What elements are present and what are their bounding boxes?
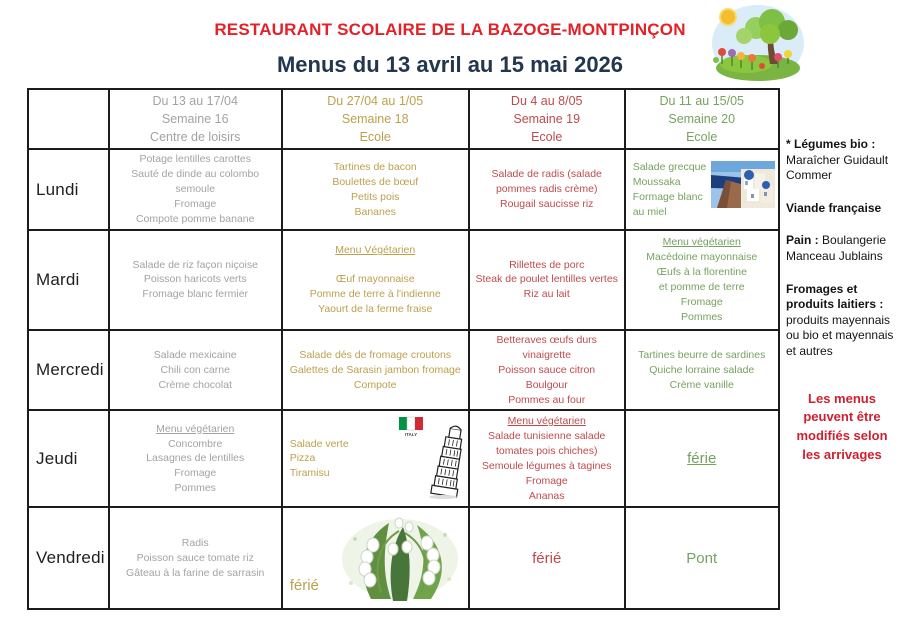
menu-cell — [469, 230, 625, 330]
sidebar-notes — [786, 137, 898, 465]
menu-cell-text — [473, 167, 621, 212]
menu-item: Tartines beurre de sardines — [638, 348, 766, 361]
day-label: Jeudi — [28, 410, 109, 507]
menu-item: Yaourt de la ferme fraise — [318, 302, 433, 315]
menu-item: Fromage — [174, 467, 217, 480]
menu-item: Semoule légumes à tagines — [481, 459, 612, 472]
menu-cell-text — [286, 348, 465, 393]
menu-cell-text — [629, 348, 775, 393]
menu-table-body — [28, 89, 779, 609]
week-header-line: Centre de loisirs — [150, 130, 241, 145]
menu-cell-text — [113, 258, 278, 303]
menu-cell-text — [473, 414, 621, 503]
menu-item: Fromage — [174, 198, 217, 211]
menu-item: Betteraves œufs durs vinaigrette — [496, 333, 597, 361]
menu-cell-text — [113, 536, 278, 581]
holiday-label: férié — [289, 577, 319, 595]
menu-cell — [282, 230, 469, 330]
menu-item: Gâteau à la farine de sarrasin — [126, 566, 265, 579]
menu-item: Riz au lait — [523, 288, 570, 301]
menu-item: semoule — [175, 183, 216, 196]
vegetarian-menu-heading: Menu Végétarien — [335, 244, 416, 257]
menu-item: Chili con carne — [160, 363, 230, 376]
menu-item: et pomme de terre — [658, 280, 745, 293]
note-legumes-bio — [786, 137, 898, 184]
week-header-line: Semaine 19 — [513, 112, 581, 127]
note-fromages — [786, 282, 898, 360]
menu-item: Fromage — [525, 474, 568, 487]
svg-text:ITALY: ITALY — [404, 432, 417, 438]
menu-item: Concombre — [168, 437, 223, 450]
menu-cell — [109, 410, 282, 507]
menu-cell — [282, 149, 469, 230]
menu-item: Poisson sauce tomate riz — [136, 551, 254, 564]
menu-cell-text — [286, 243, 465, 317]
menu-cell-text — [629, 235, 775, 324]
muguet-illustration — [337, 509, 463, 606]
holiday-label: férié — [532, 549, 562, 567]
week-header-3 — [469, 89, 625, 149]
menu-item: Salade grecque — [632, 160, 707, 173]
holiday-label: Pont — [686, 549, 718, 567]
menu-cell — [625, 230, 779, 330]
menu-item: Boulgour — [525, 378, 568, 391]
menu-item: Crème vanille — [669, 378, 734, 391]
menu-cell — [469, 410, 625, 507]
week-header-line: Ecole — [359, 130, 391, 145]
menu-item: Quiche lorraine salade — [649, 363, 755, 376]
menu-row-vendredi — [28, 507, 779, 609]
vegetarian-menu-heading: Menu végétarien — [156, 422, 235, 435]
menu-cell — [469, 507, 625, 609]
menu-item: Compote — [353, 378, 397, 391]
menu-cell-text — [629, 448, 775, 469]
vegetarian-menu-heading: Menu végétarien — [507, 415, 586, 428]
holiday-label: férie — [687, 450, 717, 468]
menu-item: Macédoine mayonnaise — [646, 251, 758, 264]
menu-cell-text — [629, 160, 711, 220]
menu-cell — [109, 507, 282, 609]
week-header-line: Semaine 18 — [341, 112, 409, 127]
menu-item: Potage lentilles carottes — [139, 153, 251, 166]
menu-cell — [282, 507, 469, 609]
italy-flag-icon — [399, 417, 423, 437]
day-label: Vendredi — [28, 507, 109, 609]
menu-item: Poisson haricots verts — [143, 273, 247, 286]
menu-cell — [625, 410, 779, 507]
menu-item: Steak de poulet lentilles vertes — [475, 273, 618, 286]
menu-row-mardi — [28, 230, 779, 330]
menu-cell-text — [286, 575, 337, 606]
menu-item: Salade verte — [289, 437, 349, 450]
note-legumes-bio-label: * Légumes bio : — [786, 137, 876, 151]
week-header-line: Du 27/04 au 1/05 — [327, 94, 424, 108]
week-header-line: Du 4 au 8/05 — [510, 94, 583, 108]
menu-item: Pommes — [174, 482, 216, 495]
menu-cell — [282, 410, 469, 507]
menu-row-jeudi — [28, 410, 779, 507]
menu-item: Tartines de bacon — [333, 160, 417, 173]
menu-item: Œufs à la florentine — [656, 266, 747, 278]
menu-item: Radis — [181, 536, 209, 549]
menu-cell-text — [113, 152, 278, 227]
page-title: RESTAURANT SCOLAIRE DE LA BAZOGE-MONTPINÇON — [214, 20, 686, 39]
menu-item: Compote pomme banane — [135, 213, 255, 225]
note-fromages-label: Fromages et produits laitiers : — [786, 281, 884, 312]
santorini-photo — [711, 161, 775, 213]
menu-cell — [625, 507, 779, 609]
menu-cell — [109, 149, 282, 230]
menu-item: Rougail saucisse riz — [500, 198, 594, 211]
menu-item: Poisson sauce citron — [498, 363, 596, 376]
menu-cell — [109, 230, 282, 330]
menu-item: Fromage blanc fermier — [142, 288, 249, 301]
note-pain-label: Pain : — [786, 233, 819, 248]
menu-item: Moussaka — [632, 175, 681, 188]
menu-item: Sauté de dinde au colombo — [131, 168, 260, 181]
menu-cell — [469, 330, 625, 411]
week-header-line: Semaine 20 — [668, 112, 736, 127]
cell-with-image — [286, 510, 465, 606]
menu-item: Salade dés de fromage croutons — [299, 348, 452, 361]
spring-tree-illustration — [708, 2, 808, 84]
menu-item: Ananas — [528, 489, 565, 502]
note-pain — [786, 233, 898, 264]
menu-item: Pomme de terre à l'indienne — [309, 287, 441, 300]
corner-cell — [28, 89, 109, 149]
day-label: Lundi — [28, 149, 109, 230]
note-pain-text: Boulangerie Manceau Jublains — [786, 233, 887, 263]
menu-item: Bananes — [354, 205, 396, 218]
menu-cell — [625, 149, 779, 230]
cell-with-image — [629, 160, 775, 220]
pisa-illustration — [391, 413, 465, 504]
menu-item: Salade mexicaine — [153, 348, 237, 361]
menu-cell-text — [629, 548, 775, 569]
menu-item: Petits pois — [350, 190, 400, 203]
day-label: Mardi — [28, 230, 109, 330]
menu-item: Salade tunisienne salade tomates pois chiches) — [488, 430, 606, 457]
menu-cell-text — [113, 348, 278, 393]
day-label: Mercredi — [28, 330, 109, 411]
menu-cell-text — [286, 160, 465, 220]
menu-item: Boulettes de bœuf — [332, 175, 419, 188]
week-header-4 — [625, 89, 779, 149]
menu-item: Pizza — [289, 452, 316, 465]
menu-item: Formage blanc au miel — [632, 190, 703, 218]
menu-row-lundi — [28, 149, 779, 230]
menu-item: Pommes au four — [508, 393, 586, 406]
menu-item: Tiramisu — [289, 467, 330, 480]
note-viande — [786, 201, 898, 217]
menu-item: Lasagnes de lentilles — [146, 452, 245, 465]
menu-cell — [469, 149, 625, 230]
menu-cell-text — [286, 437, 391, 482]
menu-row-mercredi — [28, 330, 779, 411]
week-header-line: Semaine 16 — [161, 112, 229, 127]
menu-item: Fromage — [680, 295, 723, 308]
menu-cell — [625, 330, 779, 411]
vegetarian-menu-heading: Menu végétarien — [662, 236, 741, 249]
note-fromages-text: produits mayennais ou bio et mayennais et autres — [786, 312, 894, 358]
week-header-1 — [109, 89, 282, 149]
menu-cell-text — [473, 258, 621, 303]
page-subtitle: Menus du 13 avril au 15 mai 2026 — [276, 52, 624, 77]
menu-table — [27, 88, 780, 610]
menu-cell-text — [113, 422, 278, 497]
week-header-line: Du 11 au 15/05 — [659, 94, 744, 108]
menu-item: Crème chocolat — [158, 378, 232, 391]
menu-cell-text — [473, 548, 621, 569]
menu-cell-text — [473, 333, 621, 408]
note-viande-label: Viande française — [786, 200, 882, 215]
menu-item: Galettes de Sarasin jambon fromage — [289, 363, 461, 376]
week-header-2 — [282, 89, 469, 149]
menu-item: Pommes — [681, 310, 723, 323]
week-header-line: Du 13 au 17/04 — [152, 94, 238, 108]
menu-cell — [282, 330, 469, 411]
menu-item: Rillettes de porc — [509, 258, 585, 271]
menu-item: Salade de radis (salade pommes radis crème) — [491, 168, 602, 196]
note-legumes-bio-text: Maraîcher Guidault Commer — [786, 152, 889, 183]
menu-item: Œuf mayonnaise — [335, 273, 415, 285]
menu-cell — [109, 330, 282, 411]
cell-with-image — [286, 413, 465, 504]
week-header-line: Ecole — [686, 130, 718, 145]
menus-change-notice: Les menus peuvent être modifiés selon les arrivages — [796, 390, 888, 463]
menu-item: Salade de riz façon niçoise — [132, 258, 258, 271]
week-header-line: Ecole — [531, 130, 563, 145]
